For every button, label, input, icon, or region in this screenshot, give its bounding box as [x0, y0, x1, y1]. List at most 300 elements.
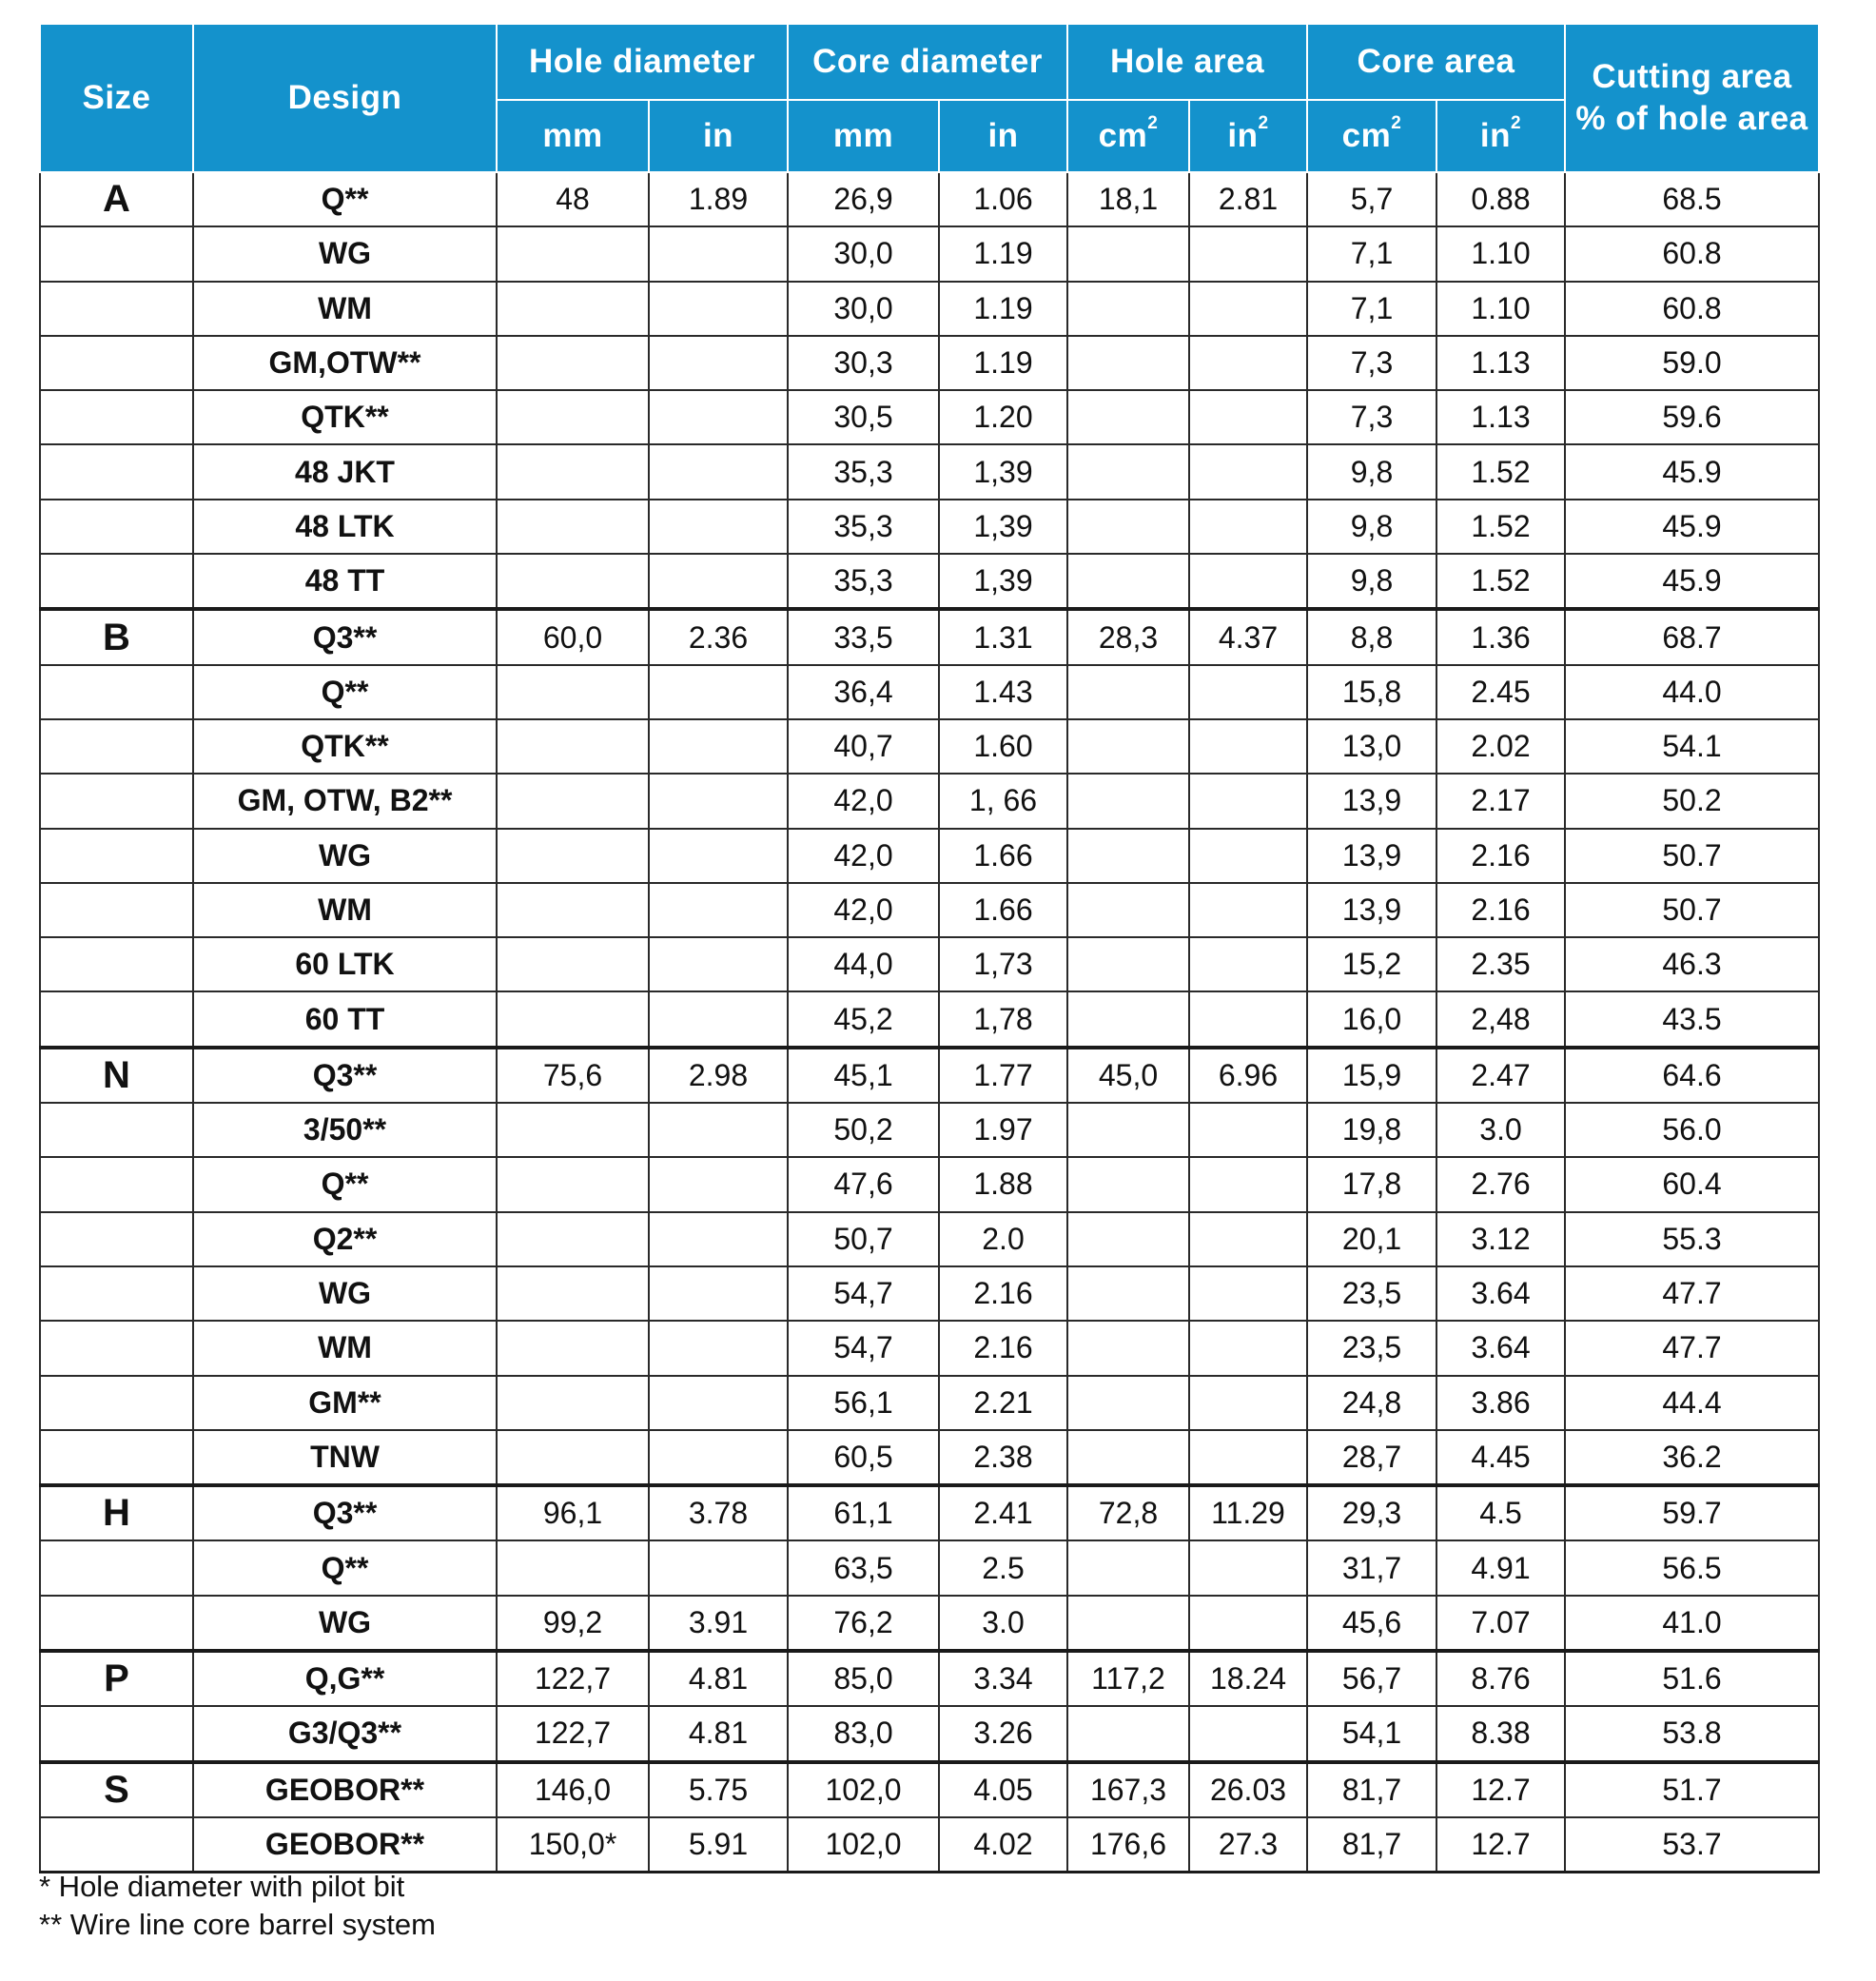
- cell-core-diameter-in: 1, 66: [939, 774, 1067, 828]
- cell-design: Q,G**: [193, 1651, 497, 1706]
- cell-core-diameter-in: 1.77: [939, 1048, 1067, 1103]
- cell-hole-diameter-in: [649, 1430, 788, 1485]
- cell-design: QTK**: [193, 390, 497, 444]
- cell-hole-area-cm2: [1067, 1103, 1189, 1157]
- cell-cutting-area-pct: 43.5: [1565, 991, 1819, 1047]
- header-hole-diameter: Hole diameter: [497, 24, 788, 100]
- footnote-wire-line: ** Wire line core barrel system: [39, 1908, 436, 1941]
- cell-core-area-cm2: 7,1: [1307, 226, 1436, 281]
- cell-core-area-in2: 2.35: [1436, 937, 1565, 991]
- cell-core-area-cm2: 8,8: [1307, 609, 1436, 664]
- cell-cutting-area-pct: 54.1: [1565, 719, 1819, 774]
- cell-hole-area-cm2: [1067, 1157, 1189, 1211]
- cell-core-diameter-mm: 50,7: [788, 1212, 939, 1266]
- cell-core-area-in2: 3.64: [1436, 1321, 1565, 1375]
- header-core-area: Core area: [1307, 24, 1565, 100]
- cell-design: GEOBOR**: [193, 1762, 497, 1817]
- cell-hole-area-in2: 18.24: [1189, 1651, 1307, 1706]
- cell-core-diameter-in: 1.97: [939, 1103, 1067, 1157]
- cell-core-diameter-mm: 40,7: [788, 719, 939, 774]
- cell-design: Q3**: [193, 1048, 497, 1103]
- cell-design: GM, OTW, B2**: [193, 774, 497, 828]
- cell-size: [40, 282, 193, 336]
- cell-hole-area-in2: [1189, 226, 1307, 281]
- cell-core-diameter-in: 2.21: [939, 1376, 1067, 1430]
- cell-hole-area-in2: 27.3: [1189, 1817, 1307, 1873]
- cell-cutting-area-pct: 60.8: [1565, 282, 1819, 336]
- cell-hole-diameter-in: 3.91: [649, 1596, 788, 1651]
- cell-cutting-area-pct: 60.4: [1565, 1157, 1819, 1211]
- cell-design: Q**: [193, 172, 497, 226]
- cell-hole-diameter-mm: [497, 1157, 649, 1211]
- cell-hole-diameter-in: [649, 937, 788, 991]
- cell-hole-area-cm2: [1067, 829, 1189, 883]
- cell-hole-diameter-in: 5.91: [649, 1817, 788, 1873]
- cell-core-diameter-in: 1.19: [939, 336, 1067, 390]
- header-hole-area: Hole area: [1067, 24, 1307, 100]
- cell-core-diameter-mm: 36,4: [788, 665, 939, 719]
- table-row: [40, 1430, 1819, 1485]
- cell-core-diameter-mm: 33,5: [788, 609, 939, 664]
- cell-hole-area-cm2: [1067, 390, 1189, 444]
- header-cutting-area-line2: % of hole area: [1575, 100, 1808, 137]
- header-cutting-area-line1: Cutting area: [1592, 58, 1792, 95]
- cell-hole-area-in2: [1189, 444, 1307, 499]
- cell-hole-diameter-mm: [497, 991, 649, 1047]
- cell-hole-area-in2: 2.81: [1189, 172, 1307, 226]
- cell-core-diameter-in: 2.16: [939, 1266, 1067, 1321]
- cell-hole-area-cm2: [1067, 1212, 1189, 1266]
- cell-hole-area-in2: 6.96: [1189, 1048, 1307, 1103]
- cell-hole-area-in2: [1189, 937, 1307, 991]
- table-row: [40, 336, 1819, 390]
- cell-hole-diameter-in: 3.78: [649, 1485, 788, 1540]
- cell-hole-diameter-mm: 48: [497, 172, 649, 226]
- cell-size: [40, 390, 193, 444]
- cell-hole-area-cm2: [1067, 1321, 1189, 1375]
- cell-core-diameter-mm: 26,9: [788, 172, 939, 226]
- cell-hole-area-cm2: [1067, 1706, 1189, 1761]
- cell-core-area-cm2: 17,8: [1307, 1157, 1436, 1211]
- cell-hole-area-in2: [1189, 1596, 1307, 1651]
- table-row: [40, 609, 1819, 664]
- cell-core-diameter-in: 1.06: [939, 172, 1067, 226]
- cell-core-diameter-mm: 30,5: [788, 390, 939, 444]
- cell-core-diameter-mm: 63,5: [788, 1540, 939, 1595]
- cell-core-area-cm2: 13,9: [1307, 883, 1436, 937]
- unit-core-in: in: [939, 100, 1067, 172]
- cell-core-area-in2: 2.17: [1436, 774, 1565, 828]
- cell-size: B: [40, 609, 193, 664]
- cell-size: [40, 774, 193, 828]
- cell-cutting-area-pct: 47.7: [1565, 1321, 1819, 1375]
- table-row: [40, 172, 1819, 226]
- cell-core-area-cm2: 5,7: [1307, 172, 1436, 226]
- cell-core-diameter-in: 1.66: [939, 883, 1067, 937]
- cell-core-area-in2: 2.02: [1436, 719, 1565, 774]
- cell-hole-diameter-mm: [497, 282, 649, 336]
- core-bit-dimensions-table: [39, 23, 1820, 1873]
- cell-core-diameter-mm: 45,2: [788, 991, 939, 1047]
- cell-size: [40, 1376, 193, 1430]
- header-core-diameter: Core diameter: [788, 24, 1067, 100]
- cell-hole-area-in2: [1189, 774, 1307, 828]
- cell-hole-area-cm2: [1067, 1596, 1189, 1651]
- cell-core-area-in2: 7.07: [1436, 1596, 1565, 1651]
- cell-size: [40, 500, 193, 554]
- cell-design: Q**: [193, 1157, 497, 1211]
- cell-core-area-in2: 2,48: [1436, 991, 1565, 1047]
- footnotes: [39, 1868, 436, 1944]
- cell-core-diameter-in: 1.19: [939, 282, 1067, 336]
- table-row: [40, 282, 1819, 336]
- cell-hole-area-cm2: [1067, 1540, 1189, 1595]
- cell-hole-diameter-mm: [497, 1103, 649, 1157]
- cell-hole-area-in2: [1189, 1321, 1307, 1375]
- cell-core-area-in2: 1.10: [1436, 226, 1565, 281]
- cell-hole-diameter-in: [649, 883, 788, 937]
- cell-cutting-area-pct: 36.2: [1565, 1430, 1819, 1485]
- unit-superscript: 2: [1258, 113, 1269, 133]
- cell-size: [40, 883, 193, 937]
- cell-design: G3/Q3**: [193, 1706, 497, 1761]
- cell-size: [40, 1596, 193, 1651]
- cell-size: A: [40, 172, 193, 226]
- unit-text: in: [1227, 117, 1259, 154]
- cell-size: [40, 1321, 193, 1375]
- cell-hole-area-cm2: [1067, 1266, 1189, 1321]
- cell-core-area-cm2: 81,7: [1307, 1762, 1436, 1817]
- cell-hole-diameter-in: [649, 282, 788, 336]
- cell-size: [40, 937, 193, 991]
- cell-cutting-area-pct: 41.0: [1565, 1596, 1819, 1651]
- cell-design: Q**: [193, 1540, 497, 1595]
- cell-hole-diameter-in: 4.81: [649, 1706, 788, 1761]
- cell-core-diameter-in: 1,39: [939, 444, 1067, 499]
- cell-core-diameter-mm: 44,0: [788, 937, 939, 991]
- cell-core-diameter-mm: 61,1: [788, 1485, 939, 1540]
- cell-core-diameter-in: 2.41: [939, 1485, 1067, 1540]
- cell-design: GM**: [193, 1376, 497, 1430]
- cell-hole-area-in2: 26.03: [1189, 1762, 1307, 1817]
- cell-core-diameter-mm: 42,0: [788, 829, 939, 883]
- cell-cutting-area-pct: 59.0: [1565, 336, 1819, 390]
- cell-cutting-area-pct: 53.7: [1565, 1817, 1819, 1873]
- cell-hole-area-in2: [1189, 1266, 1307, 1321]
- cell-core-diameter-in: 3.34: [939, 1651, 1067, 1706]
- table-row: [40, 1706, 1819, 1761]
- cell-hole-diameter-mm: [497, 1376, 649, 1430]
- cell-core-area-cm2: 56,7: [1307, 1651, 1436, 1706]
- cell-hole-area-in2: [1189, 554, 1307, 609]
- cell-hole-diameter-in: [649, 1376, 788, 1430]
- cell-core-area-cm2: 9,8: [1307, 554, 1436, 609]
- cell-cutting-area-pct: 44.0: [1565, 665, 1819, 719]
- unit-text: cm: [1098, 117, 1148, 154]
- cell-hole-diameter-mm: 96,1: [497, 1485, 649, 1540]
- cell-core-area-in2: 2.16: [1436, 829, 1565, 883]
- cell-size: [40, 226, 193, 281]
- unit-superscript: 2: [1147, 113, 1159, 133]
- cell-core-diameter-mm: 50,2: [788, 1103, 939, 1157]
- cell-core-area-cm2: 9,8: [1307, 444, 1436, 499]
- cell-hole-diameter-in: [649, 500, 788, 554]
- cell-hole-diameter-mm: [497, 554, 649, 609]
- cell-core-area-in2: 1.13: [1436, 336, 1565, 390]
- cell-core-diameter-in: 2.38: [939, 1430, 1067, 1485]
- cell-core-area-cm2: 24,8: [1307, 1376, 1436, 1430]
- cell-cutting-area-pct: 51.6: [1565, 1651, 1819, 1706]
- cell-design: Q2**: [193, 1212, 497, 1266]
- cell-design: 60 LTK: [193, 937, 497, 991]
- table-row: [40, 226, 1819, 281]
- cell-hole-diameter-in: [649, 1321, 788, 1375]
- unit-hole-in: in: [649, 100, 788, 172]
- table-row: [40, 665, 1819, 719]
- cell-core-diameter-mm: 35,3: [788, 500, 939, 554]
- cell-core-area-in2: 3.86: [1436, 1376, 1565, 1430]
- cell-core-area-in2: 1.36: [1436, 609, 1565, 664]
- cell-cutting-area-pct: 59.7: [1565, 1485, 1819, 1540]
- cell-cutting-area-pct: 60.8: [1565, 226, 1819, 281]
- cell-hole-diameter-mm: [497, 937, 649, 991]
- cell-core-diameter-mm: 60,5: [788, 1430, 939, 1485]
- cell-core-area-cm2: 81,7: [1307, 1817, 1436, 1873]
- cell-cutting-area-pct: 50.2: [1565, 774, 1819, 828]
- cell-core-diameter-mm: 76,2: [788, 1596, 939, 1651]
- cell-hole-diameter-mm: [497, 829, 649, 883]
- cell-cutting-area-pct: 51.7: [1565, 1762, 1819, 1817]
- cell-cutting-area-pct: 50.7: [1565, 829, 1819, 883]
- cell-hole-area-cm2: [1067, 719, 1189, 774]
- cell-core-area-cm2: 20,1: [1307, 1212, 1436, 1266]
- cell-cutting-area-pct: 56.0: [1565, 1103, 1819, 1157]
- table-row: [40, 991, 1819, 1047]
- cell-hole-diameter-mm: [497, 774, 649, 828]
- cell-core-area-in2: 8.76: [1436, 1651, 1565, 1706]
- table-row: [40, 1540, 1819, 1595]
- unit-text: cm: [1341, 117, 1392, 154]
- table-row: [40, 1485, 1819, 1540]
- cell-hole-diameter-mm: [497, 1540, 649, 1595]
- cell-hole-area-cm2: [1067, 226, 1189, 281]
- cell-hole-diameter-in: [649, 774, 788, 828]
- cell-core-area-in2: 4.91: [1436, 1540, 1565, 1595]
- cell-hole-diameter-mm: [497, 883, 649, 937]
- cell-core-area-in2: 4.5: [1436, 1485, 1565, 1540]
- cell-size: [40, 554, 193, 609]
- cell-size: [40, 719, 193, 774]
- cell-design: WM: [193, 1321, 497, 1375]
- table-row: [40, 1266, 1819, 1321]
- cell-hole-diameter-mm: 122,7: [497, 1706, 649, 1761]
- cell-hole-area-in2: [1189, 883, 1307, 937]
- cell-design: Q3**: [193, 609, 497, 664]
- cell-hole-diameter-mm: [497, 1430, 649, 1485]
- cell-cutting-area-pct: 68.7: [1565, 609, 1819, 664]
- cell-hole-diameter-mm: [497, 444, 649, 499]
- cell-core-area-in2: 1.52: [1436, 444, 1565, 499]
- cell-hole-diameter-in: [649, 829, 788, 883]
- cell-core-diameter-mm: 42,0: [788, 774, 939, 828]
- cell-hole-area-cm2: [1067, 774, 1189, 828]
- cell-core-area-cm2: 28,7: [1307, 1430, 1436, 1485]
- cell-design: TNW: [193, 1430, 497, 1485]
- cell-core-diameter-in: 2.0: [939, 1212, 1067, 1266]
- cell-size: [40, 336, 193, 390]
- cell-hole-area-cm2: 117,2: [1067, 1651, 1189, 1706]
- unit-core-mm: mm: [788, 100, 939, 172]
- cell-core-area-cm2: 9,8: [1307, 500, 1436, 554]
- header-size: Size: [40, 24, 193, 172]
- cell-core-diameter-in: 1.19: [939, 226, 1067, 281]
- cell-core-area-cm2: 23,5: [1307, 1321, 1436, 1375]
- cell-core-diameter-in: 2.16: [939, 1321, 1067, 1375]
- cell-core-diameter-mm: 30,0: [788, 226, 939, 281]
- cell-hole-area-in2: [1189, 500, 1307, 554]
- footnote-pilot-bit: * Hole diameter with pilot bit: [39, 1870, 405, 1903]
- cell-design: GEOBOR**: [193, 1817, 497, 1873]
- cell-cutting-area-pct: 45.9: [1565, 554, 1819, 609]
- cell-design: WM: [193, 282, 497, 336]
- cell-hole-area-in2: [1189, 336, 1307, 390]
- cell-size: S: [40, 1762, 193, 1817]
- cell-hole-area-in2: [1189, 1376, 1307, 1430]
- unit-hole-cm2: [1067, 100, 1189, 172]
- cell-hole-area-cm2: 176,6: [1067, 1817, 1189, 1873]
- cell-hole-area-in2: [1189, 1430, 1307, 1485]
- cell-design: GM,OTW**: [193, 336, 497, 390]
- cell-hole-diameter-mm: [497, 719, 649, 774]
- cell-hole-diameter-mm: 146,0: [497, 1762, 649, 1817]
- header-design: Design: [193, 24, 497, 172]
- cell-cutting-area-pct: 53.8: [1565, 1706, 1819, 1761]
- cell-core-diameter-mm: 56,1: [788, 1376, 939, 1430]
- cell-core-diameter-mm: 85,0: [788, 1651, 939, 1706]
- table-row: [40, 1157, 1819, 1211]
- table-body: [40, 172, 1819, 1873]
- cell-hole-diameter-in: [649, 390, 788, 444]
- cell-size: [40, 1157, 193, 1211]
- cell-hole-diameter-mm: [497, 1212, 649, 1266]
- cell-core-area-cm2: 23,5: [1307, 1266, 1436, 1321]
- cell-size: [40, 665, 193, 719]
- cell-design: 3/50**: [193, 1103, 497, 1157]
- cell-hole-area-in2: [1189, 390, 1307, 444]
- cell-hole-area-in2: 11.29: [1189, 1485, 1307, 1540]
- cell-hole-area-cm2: [1067, 883, 1189, 937]
- cell-size: N: [40, 1048, 193, 1103]
- table-row: [40, 1817, 1819, 1873]
- cell-hole-area-cm2: [1067, 336, 1189, 390]
- cell-hole-area-in2: [1189, 1212, 1307, 1266]
- table-row: [40, 500, 1819, 554]
- header-cutting-area: [1565, 24, 1819, 172]
- cell-size: [40, 1430, 193, 1485]
- cell-core-area-cm2: 7,3: [1307, 390, 1436, 444]
- cell-hole-diameter-mm: 75,6: [497, 1048, 649, 1103]
- cell-design: Q**: [193, 665, 497, 719]
- cell-hole-diameter-mm: 99,2: [497, 1596, 649, 1651]
- cell-core-diameter-in: 1.20: [939, 390, 1067, 444]
- cell-core-area-cm2: 15,8: [1307, 665, 1436, 719]
- cell-hole-area-cm2: [1067, 500, 1189, 554]
- cell-core-diameter-mm: 54,7: [788, 1266, 939, 1321]
- cell-hole-diameter-in: 2.36: [649, 609, 788, 664]
- cell-core-area-cm2: 31,7: [1307, 1540, 1436, 1595]
- cell-design: 48 LTK: [193, 500, 497, 554]
- cell-hole-area-in2: [1189, 991, 1307, 1047]
- cell-core-diameter-in: 1.66: [939, 829, 1067, 883]
- cell-design: Q3**: [193, 1485, 497, 1540]
- table-row: [40, 1048, 1819, 1103]
- cell-hole-diameter-in: [649, 444, 788, 499]
- cell-core-area-cm2: 45,6: [1307, 1596, 1436, 1651]
- cell-hole-area-cm2: 28,3: [1067, 609, 1189, 664]
- cell-core-diameter-mm: 54,7: [788, 1321, 939, 1375]
- cell-hole-area-in2: [1189, 1540, 1307, 1595]
- cell-core-diameter-in: 1.88: [939, 1157, 1067, 1211]
- core-bit-table-container: [39, 23, 1818, 1873]
- cell-core-diameter-in: 1.31: [939, 609, 1067, 664]
- cell-hole-area-cm2: [1067, 444, 1189, 499]
- cell-size: [40, 1103, 193, 1157]
- cell-hole-diameter-in: [649, 719, 788, 774]
- cell-core-diameter-in: 1,39: [939, 554, 1067, 609]
- cell-design: WM: [193, 883, 497, 937]
- unit-core-cm2: [1307, 100, 1436, 172]
- cell-hole-diameter-in: [649, 554, 788, 609]
- table-row: [40, 1596, 1819, 1651]
- cell-hole-diameter-in: [649, 1157, 788, 1211]
- cell-core-diameter-mm: 30,3: [788, 336, 939, 390]
- cell-cutting-area-pct: 50.7: [1565, 883, 1819, 937]
- unit-hole-mm: mm: [497, 100, 649, 172]
- cell-hole-diameter-in: [649, 991, 788, 1047]
- cell-hole-diameter-mm: 122,7: [497, 1651, 649, 1706]
- cell-hole-area-cm2: [1067, 937, 1189, 991]
- cell-core-diameter-in: 4.02: [939, 1817, 1067, 1873]
- cell-core-diameter-in: 1.43: [939, 665, 1067, 719]
- cell-core-area-in2: 8.38: [1436, 1706, 1565, 1761]
- table-row: [40, 390, 1819, 444]
- cell-hole-area-cm2: [1067, 991, 1189, 1047]
- cell-hole-area-cm2: 45,0: [1067, 1048, 1189, 1103]
- cell-hole-diameter-mm: [497, 390, 649, 444]
- cell-hole-area-in2: [1189, 719, 1307, 774]
- unit-hole-in2: [1189, 100, 1307, 172]
- cell-core-diameter-mm: 83,0: [788, 1706, 939, 1761]
- cell-hole-diameter-mm: 150,0*: [497, 1817, 649, 1873]
- cell-size: [40, 444, 193, 499]
- cell-cutting-area-pct: 44.4: [1565, 1376, 1819, 1430]
- cell-hole-diameter-in: 5.75: [649, 1762, 788, 1817]
- cell-core-area-cm2: 19,8: [1307, 1103, 1436, 1157]
- cell-core-diameter-mm: 30,0: [788, 282, 939, 336]
- cell-hole-diameter-in: [649, 665, 788, 719]
- cell-core-diameter-mm: 102,0: [788, 1817, 939, 1873]
- cell-core-area-in2: 4.45: [1436, 1430, 1565, 1485]
- cell-cutting-area-pct: 47.7: [1565, 1266, 1819, 1321]
- cell-size: [40, 1706, 193, 1761]
- cell-hole-area-cm2: 72,8: [1067, 1485, 1189, 1540]
- cell-core-area-in2: 2.45: [1436, 665, 1565, 719]
- cell-core-diameter-in: 3.26: [939, 1706, 1067, 1761]
- cell-core-area-cm2: 13,9: [1307, 829, 1436, 883]
- cell-design: QTK**: [193, 719, 497, 774]
- cell-cutting-area-pct: 59.6: [1565, 390, 1819, 444]
- cell-cutting-area-pct: 68.5: [1565, 172, 1819, 226]
